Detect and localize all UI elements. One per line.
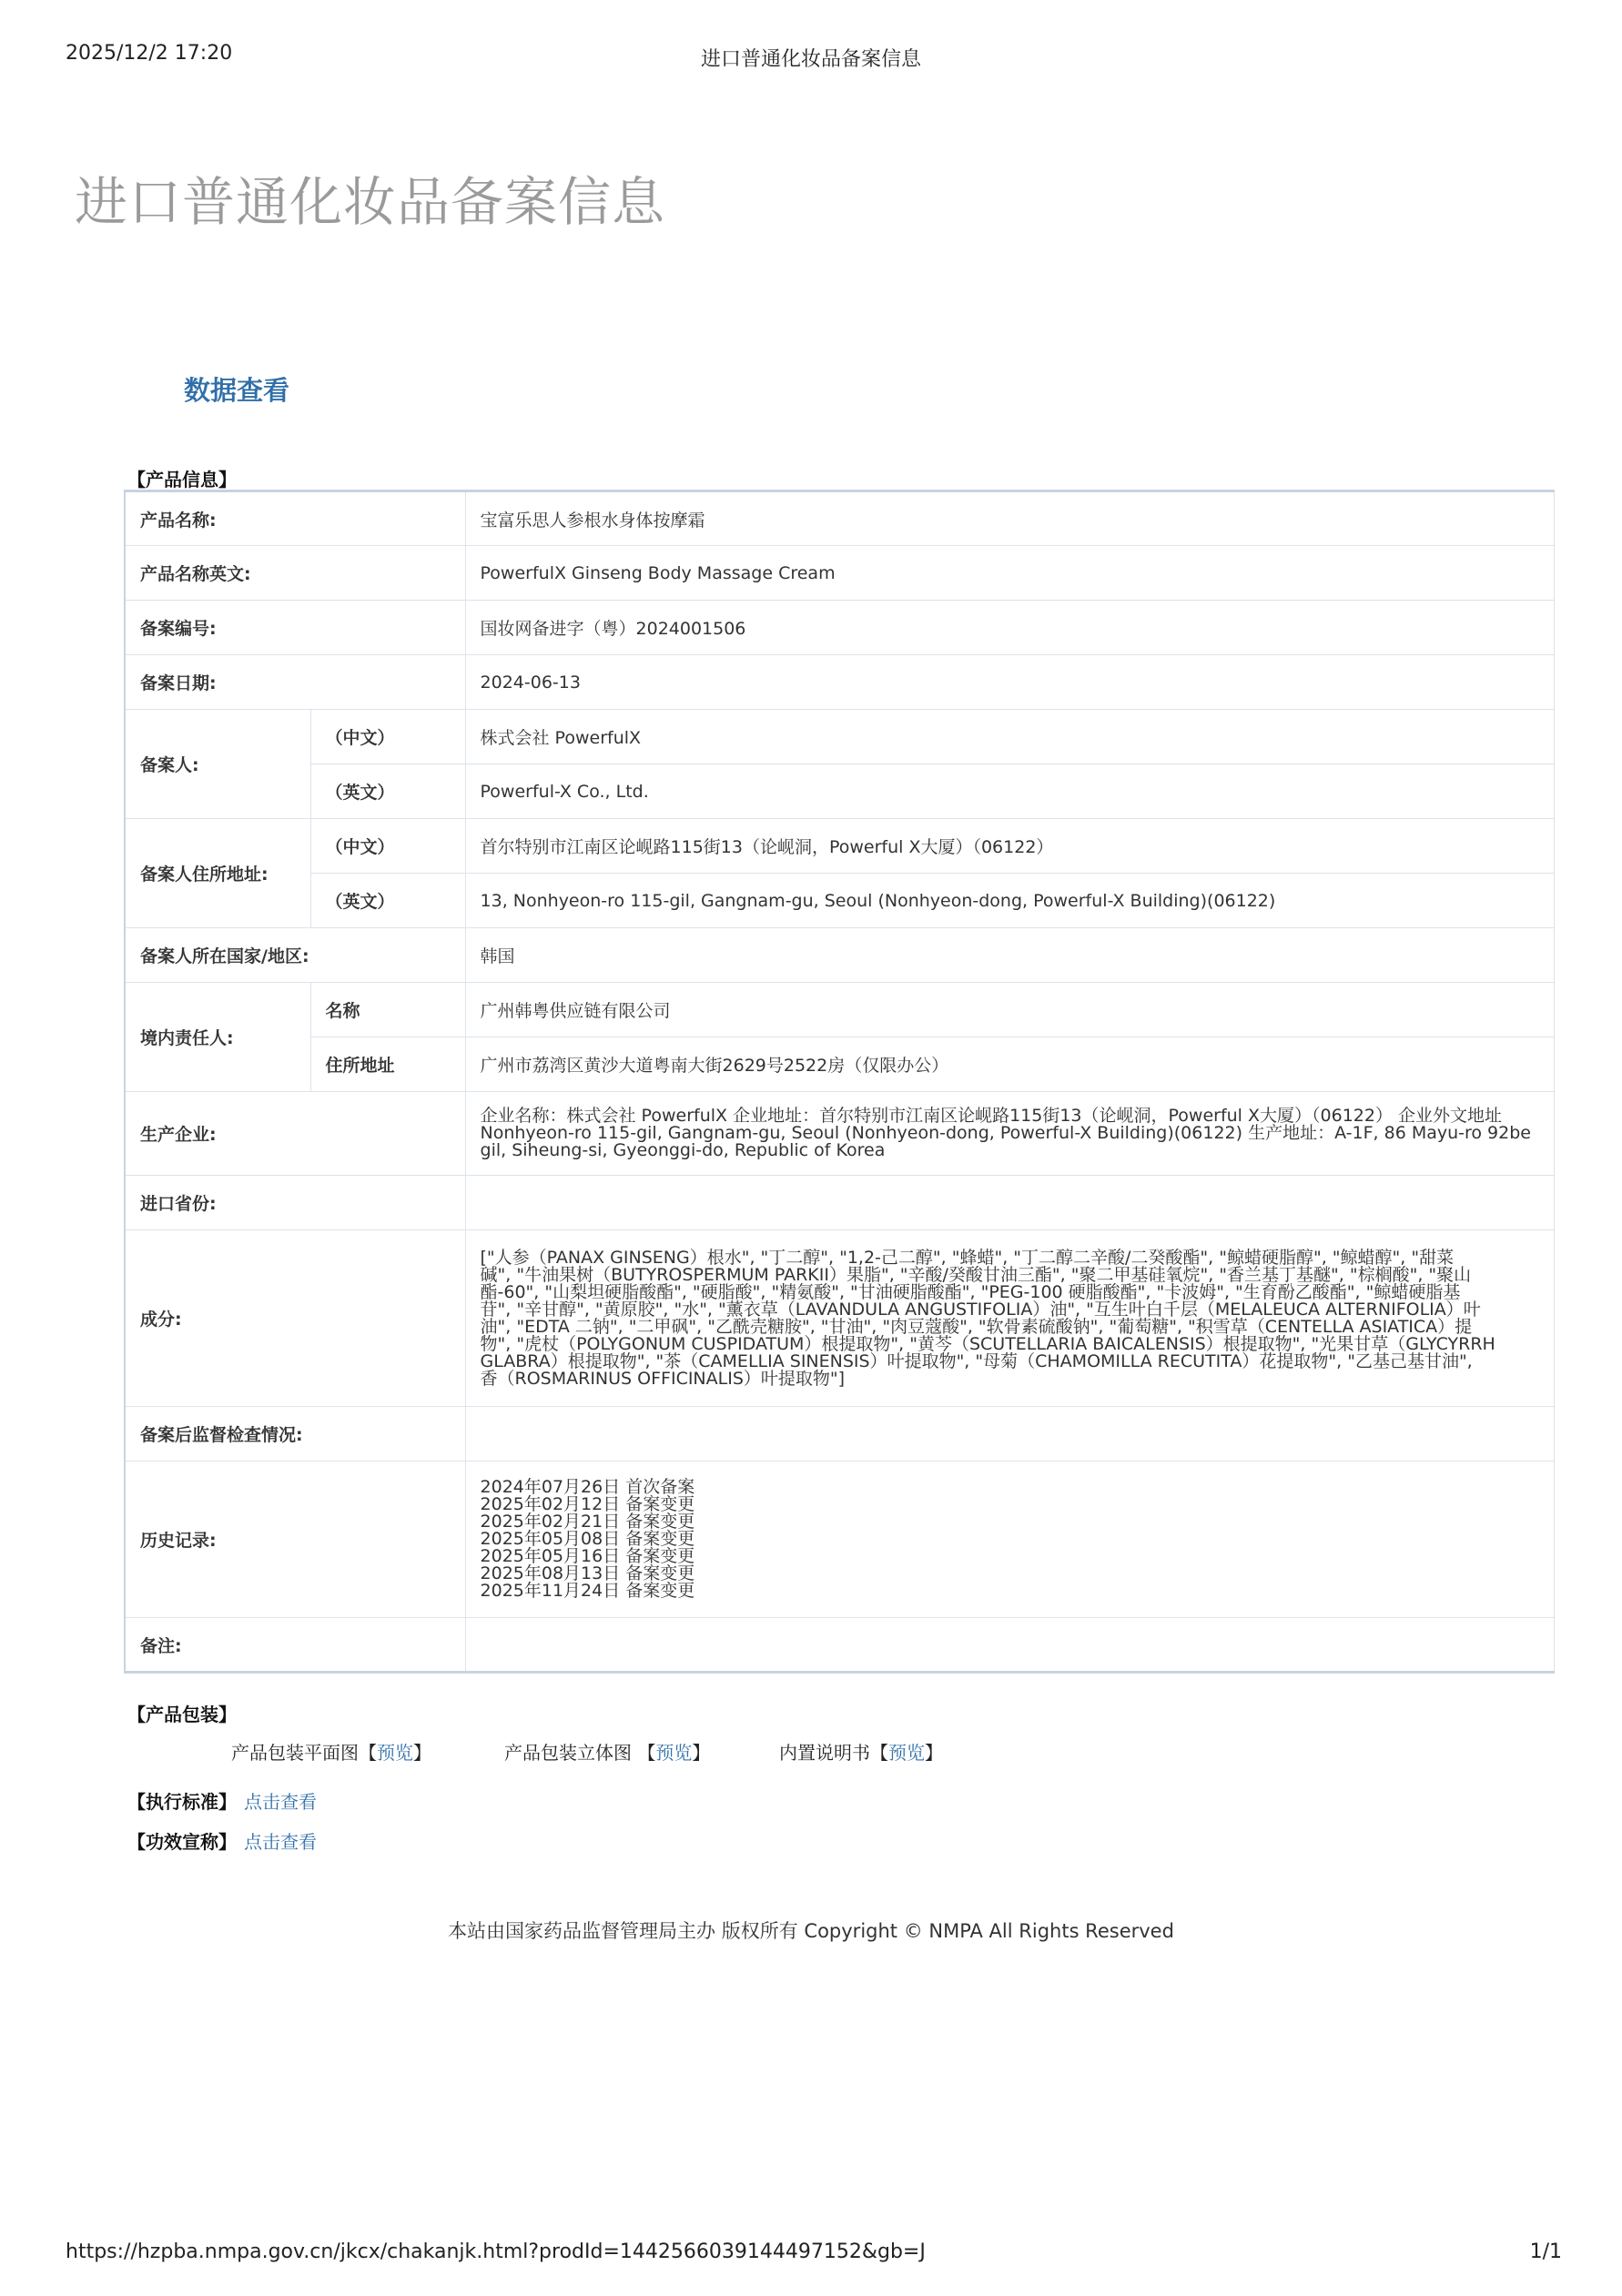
product-name-en-label: 产品名称英文:: [125, 546, 465, 601]
print-header-title: 进口普通化妆品备案信息: [700, 48, 921, 71]
bracket-close: 】: [925, 1742, 943, 1764]
print-footer-page-number: 1/1: [1529, 2240, 1562, 2263]
data-view-title: 数据查看: [184, 375, 290, 406]
claim-view-link[interactable]: 点击查看: [244, 1831, 317, 1853]
import-province-label: 进口省份:: [125, 1176, 465, 1230]
history-entry: 2025年05月16日 备案变更: [480, 1546, 695, 1566]
address-zh-label: （中文）: [310, 819, 465, 874]
packaging-solid-item: [504, 1738, 710, 1765]
row-country: [125, 928, 1554, 983]
country-label: 备案人所在国家/地区:: [125, 928, 465, 983]
row-registrant-zh: [125, 710, 1554, 764]
import-province-value: [465, 1176, 1554, 1230]
bracket-open: 【: [637, 1742, 656, 1764]
registrant-en-value: Powerful-X Co., Ltd.: [465, 764, 1554, 819]
packaging-section-label: 【产品包装】: [127, 1704, 237, 1725]
remarks-label: 备注:: [125, 1618, 465, 1673]
history-label: 历史记录:: [125, 1462, 465, 1618]
domestic-name-value: 广州韩粤供应链有限公司: [465, 983, 1554, 1037]
remarks-value: [465, 1618, 1554, 1673]
row-domestic-address: [125, 1037, 1554, 1092]
ingredients-line: ["人参（PANAX GINSENG）根水", "丁二醇", "1,2-己二醇", "蜂蜡", "丁二醇二辛酸/二癸酸酯", "鲸蜡硬脂醇", "鲸蜡醇", "甜菜: [480, 1247, 1455, 1268]
packaging-solid-preview-link[interactable]: 预览: [655, 1742, 693, 1764]
ingredients-line: GLABRA）根提取物", "茶（CAMELLIA SINENSIS）叶提取物", "母菊（CHAMOMILLA RECUTITA）花提取物", "乙基己基甘油",: [480, 1350, 1473, 1371]
ingredients-line: 香（ROSMARINUS OFFICINALIS）叶提取物"]: [480, 1368, 846, 1389]
row-manufacturer: [125, 1092, 1554, 1176]
registrant-en-label: （英文）: [310, 764, 465, 819]
row-record-date: [125, 655, 1554, 710]
row-address-zh: [125, 819, 1554, 874]
manufacturer-value: [465, 1092, 1554, 1176]
address-en-value: 13, Nonhyeon-ro 115-gil, Gangnam-gu, Seoul (Nonhyeon-dong, Powerful-X Building)(06122): [465, 874, 1554, 928]
packaging-manual-label: 内置说明书: [779, 1742, 870, 1764]
packaging-manual-item: [779, 1738, 943, 1765]
registrant-zh-label: （中文）: [310, 710, 465, 764]
row-registrant-en: [125, 764, 1554, 819]
print-datetime: 2025/12/2 17:20: [66, 42, 233, 65]
history-entry: 2024年07月26日 首次备案: [480, 1477, 695, 1497]
packaging-flat-preview-link[interactable]: 预览: [377, 1742, 413, 1764]
product-name-label: 产品名称:: [125, 491, 465, 546]
product-name-en-value: PowerfulX Ginseng Body Massage Cream: [465, 546, 1554, 601]
packaging-flat-label: 产品包装平面图: [231, 1742, 359, 1764]
row-record-no: [125, 601, 1554, 655]
domestic-label: 境内责任人:: [125, 983, 310, 1092]
print-footer-url: https://hzpba.nmpa.gov.cn/jkcx/chakanjk.html?prodId=1442566039144497152&gb=J: [66, 2240, 926, 2263]
manufacturer-line: 企业名称：株式会社 PowerfulX 企业地址：首尔特别市江南区论岘路115街13（论岘洞，Powerful X大厦）（06122） 企业外文地址: [480, 1106, 1503, 1126]
ingredients-line: 酯-60", "山梨坦硬脂酸酯", "硬脂酸", "精氨酸", "甘油硬脂酸酯", "PEG-100 硬脂酸酯", "卡波姆", "生育酚乙酸酯", "鲸蜡硬脂基: [480, 1281, 1461, 1302]
domestic-address-label: 住所地址: [310, 1037, 465, 1092]
manufacturer-line: Nonhyeon-ro 115-gil, Gangnam-gu, Seoul (Nonhyeon-dong, Powerful-X Building)(06122) 生产地址：A-1F, 86 Mayu-ro 92be: [480, 1123, 1531, 1143]
record-date-value: 2024-06-13: [465, 655, 1554, 710]
row-domestic-name: [125, 983, 1554, 1037]
history-entry: 2025年02月21日 备案变更: [480, 1512, 695, 1532]
ingredients-line: 苷", "辛甘醇", "黄原胶", "水", "薰衣草（LAVANDULA ANGUSTIFOLIA）油", "互生叶白千层（MELALEUCA ALTERNIFOLIA）叶: [480, 1299, 1481, 1320]
history-value: [465, 1462, 1554, 1618]
claim-section-label: 【功效宣称】: [127, 1831, 237, 1853]
history-entry: 2025年11月24日 备案变更: [480, 1581, 695, 1601]
product-info-table: [124, 490, 1555, 1674]
page-heading: 进口普通化妆品备案信息: [75, 171, 666, 233]
row-remarks: [125, 1618, 1554, 1673]
ingredients-line: 物", "虎杖（POLYGONUM CUSPIDATUM）根提取物", "黄芩（SCUTELLARIA BAICALENSIS）根提取物", "光果甘草（GLYCYRRH: [480, 1333, 1495, 1354]
supervision-label: 备案后监督检查情况:: [125, 1407, 465, 1462]
bracket-open: 【: [359, 1742, 377, 1764]
record-no-value: 国妆网备进字（粤）2024001506: [465, 601, 1554, 655]
registrant-label: 备案人:: [125, 710, 310, 819]
record-date-label: 备案日期:: [125, 655, 465, 710]
standard-view-link[interactable]: 点击查看: [244, 1791, 317, 1813]
bracket-close: 】: [413, 1742, 431, 1764]
product-name-value: 宝富乐思人参根水身体按摩霜: [465, 491, 1554, 546]
address-en-label: （英文）: [310, 874, 465, 928]
ingredients-line: 油", "EDTA 二钠", "二甲砜", "乙酰壳糖胺", "甘油", "肉豆蔻酸", "软骨素硫酸钠", "葡萄糖", "积雪草（CENTELLA ASIATICA）提: [480, 1316, 1473, 1337]
address-label: 备案人住所地址:: [125, 819, 310, 928]
copyright-text: 本站由国家药品监督管理局主办 版权所有 Copyright © NMPA All Rights Reserved: [448, 1920, 1174, 1942]
bracket-open: 【: [870, 1742, 888, 1764]
row-product-name-en: [125, 546, 1554, 601]
supervision-value: [465, 1407, 1554, 1462]
history-entry: 2025年02月12日 备案变更: [480, 1494, 695, 1514]
ingredients-label: 成分:: [125, 1230, 465, 1407]
row-supervision: [125, 1407, 1554, 1462]
address-zh-value: 首尔特别市江南区论岘路115街13（论岘洞，Powerful X大厦）（06122）: [465, 819, 1554, 874]
domestic-name-label: 名称: [310, 983, 465, 1037]
domestic-address-value: 广州市荔湾区黄沙大道粤南大街2629号2522房（仅限办公）: [465, 1037, 1554, 1092]
standard-section-label: 【执行标准】: [127, 1791, 237, 1813]
row-history: [125, 1462, 1554, 1618]
product-info-section-label: 【产品信息】: [127, 469, 237, 491]
row-import-province: [125, 1176, 1554, 1230]
row-product-name: [125, 491, 1554, 546]
ingredients-line: 碱", "牛油果树（BUTYROSPERMUM PARKII）果脂", "辛酸/癸酸甘油三酯", "聚二甲基硅氧烷", "香兰基丁基醚", "棕榈酸", "聚山: [480, 1264, 1472, 1285]
packaging-flat-item: [231, 1738, 431, 1765]
packaging-manual-preview-link[interactable]: 预览: [888, 1742, 925, 1764]
manufacturer-line: gil, Siheung-si, Gyeonggi-do, Republic of Korea: [480, 1140, 886, 1160]
row-ingredients: [125, 1230, 1554, 1407]
bracket-close: 】: [692, 1742, 711, 1764]
country-value: 韩国: [465, 928, 1554, 983]
packaging-solid-label: 产品包装立体图: [504, 1742, 632, 1764]
manufacturer-label: 生产企业:: [125, 1092, 465, 1176]
row-address-en: [125, 874, 1554, 928]
record-no-label: 备案编号:: [125, 601, 465, 655]
ingredients-value: [465, 1230, 1554, 1407]
history-entry: 2025年08月13日 备案变更: [480, 1563, 695, 1583]
registrant-zh-value: 株式会社 PowerfulX: [465, 710, 1554, 764]
history-entry: 2025年05月08日 备案变更: [480, 1529, 695, 1549]
